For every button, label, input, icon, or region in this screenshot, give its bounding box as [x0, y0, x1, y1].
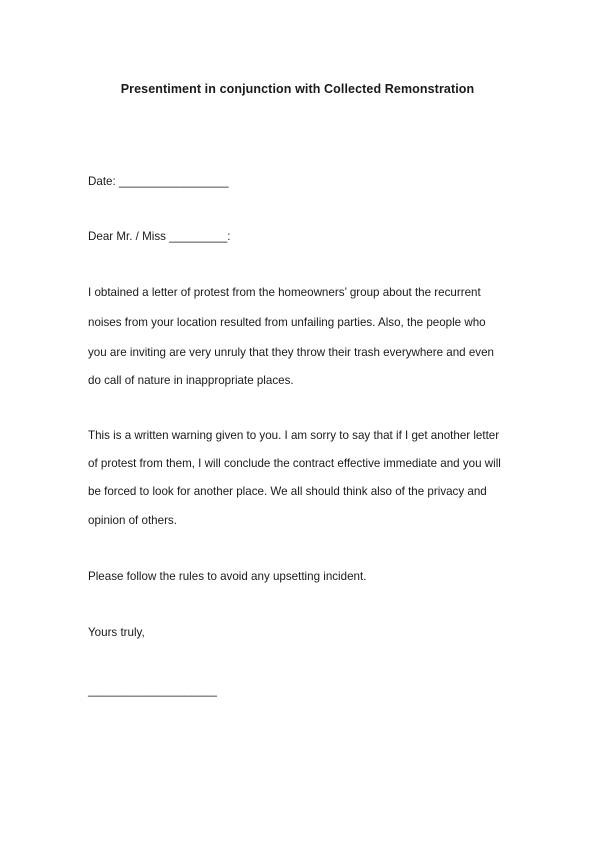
paragraph-1-line-2: noises from your location resulted from unfailing parties. Also, the people who	[88, 316, 486, 329]
paragraph-1-line-3: you are inviting are very unruly that they throw their trash everywhere and even	[88, 346, 494, 359]
signature-line: ____________________	[88, 684, 217, 697]
paragraph-1-line-1: I obtained a letter of protest from the homeowners’ group about the recurrent	[88, 286, 481, 299]
document-title: Presentiment in conjunction with Collected Remonstration	[120, 82, 475, 96]
paragraph-2-line-1: This is a written warning given to you. I am sorry to say that if I get another letter	[88, 429, 500, 442]
paragraph-2-line-4: opinion of others.	[88, 514, 177, 527]
paragraph-1-line-4: do call of nature in inappropriate places.	[88, 374, 294, 387]
salutation: Dear Mr. / Miss _________:	[88, 230, 231, 243]
paragraph-2-line-3: be forced to look for another place. We all should think also of the privacy and	[88, 485, 487, 498]
paragraph-3: Please follow the rules to avoid any upsetting incident.	[88, 570, 367, 583]
date-line: Date: _________________	[88, 175, 229, 188]
paragraph-2-line-2: of protest from them, I will conclude the contract effective immediate and you will	[88, 457, 501, 470]
closing: Yours truly,	[88, 626, 145, 639]
